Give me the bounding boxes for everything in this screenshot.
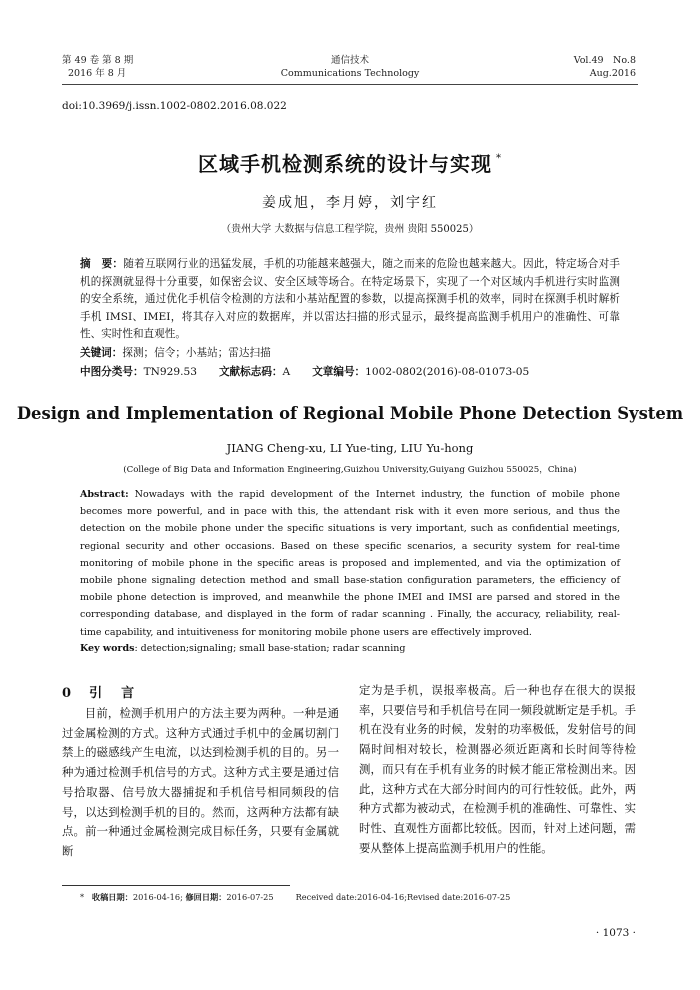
article-no-value: 1002-0802(2016)-08-01073-05	[365, 366, 530, 378]
title-cn-text: 区域手机检测系统的设计与实现	[198, 152, 492, 176]
section-heading	[62, 682, 137, 701]
received-label: 收稿日期：	[91, 892, 133, 902]
body-paragraph-continued: 定为是手机，误报率极高。后一种也存在很大的误报率，只要信号和手机信号在同一频段就断定是手机。手机在没有业务的时候，发射的功率极低，发射信号的间隔时间相对较长，检测器必须近距离和长时间等待检测，而只有在手机有业务的时候才能正常检测出来。因此，这种方式在大部分时间内的可行性较低。此外，两种方式都为被动式，在检测手机的准确性、可靠性、实时性、直观性方面都比较低。因而，针对上述问题，需要从整体上提高监测手机用户的性能。	[359, 683, 636, 855]
authors-en: JIANG Cheng-xu, LI Yue-ting, LIU Yu-hong	[226, 441, 474, 455]
abstract-cn-text: 随着互联网行业的迅猛发展，手机的功能越来越强大，随之而来的危险也越来越大。因此，特定场合对手机的探测就显得十分重要，如保密会议、安全区域等场合。在特定场景下，实现了一个对区域内手机进行实时监测的安全系统，通过优化手机信令检测的方法和小基站配置的参数，以提高探测手机的效率，同时在探测手机时解析手机 IMSI、IMEI，将其存入对应的数据库，并以雷达扫描的形式显示，最终提高监测手机用户的准确性、可靠性、实时性和直观性。	[80, 258, 620, 341]
keywords-cn	[80, 345, 620, 361]
abstract-cn	[80, 256, 620, 344]
affiliation-en: (College of Big Data and Information Engineering,Guizhou University,Guiyang Guizhou 550025，China)	[123, 465, 577, 475]
abstract-en	[80, 486, 620, 641]
header-journal-cn: 通信技术	[330, 55, 369, 66]
header-vol-no: Vol.49 No.8	[573, 55, 636, 66]
header-volume-issue: 第 49 卷 第 8 期	[62, 55, 134, 66]
page-number: · 1073 ·	[595, 927, 636, 939]
affiliation-cn: （贵州大学 大数据与信息工程学院，贵州 贵阳 550025）	[221, 224, 479, 235]
footnote-divider	[62, 885, 290, 886]
keywords-cn-text: 探测；信令；小基站；雷达扫描	[122, 347, 271, 359]
header-date-cn: 2016 年 8 月	[68, 68, 127, 79]
footnote-dates-en: Received date:2016-04-16;Revised date:2016-07-25	[295, 892, 511, 902]
body-column-left	[62, 704, 339, 862]
footnote-mark: *	[80, 892, 85, 902]
abstract-cn-label: 摘 要：	[80, 258, 124, 270]
received-date: 2016-04-16;	[132, 892, 186, 902]
page-title-cn	[0, 148, 700, 177]
section-title: 引 言	[89, 686, 138, 701]
doc-code-value: A	[282, 366, 291, 378]
article-no-label: 文章编号：	[312, 366, 366, 378]
doc-code-label: 文献标志码：	[218, 366, 283, 378]
classification-line	[80, 364, 640, 380]
keywords-en	[80, 640, 620, 657]
header-date-en: Aug.2016	[589, 68, 636, 79]
body-column-right	[359, 681, 636, 858]
abstract-en-text: Nowadays with the rapid development of the Internet industry, the function of mobile phone becomes more powerful, and in pace with this, the attendant risk with it even more serious, and thus the detection on the mobile phone under the specific situations is very important, such as confidential meetings, regional security and other occasions. Based on these specific scenarios, a security system for real-time monitoring of mobile phone in the specific areas is proposed and implemented, and via the optimization of mobile phone signaling detection method and small base-station configuration parameters, the efficiency of mobile phone detection is improved, and meanwhile the phone IMEI and IMSI are parsed and stored in the corresponding database, and displayed in the form of radar scanning . Finally, the accuracy, reliability, real-time capability, and intuitiveness for monitoring mobile phone users are effectively improved.	[80, 489, 620, 638]
revised-date: 2016-07-25	[226, 892, 274, 902]
revised-label: 修回日期：	[185, 892, 227, 902]
title-footnote-mark: *	[496, 153, 502, 164]
body-paragraph: 目前，检测手机用户的方法主要为两种。一种是通过金属检测的方式。这种方式通过手机中的金属切割门禁上的磁感线产生电流，以达到检测手机的目的。另一种为通过检测手机信号的方式。这种方式主要是通过信号拾取器、信号放大器捕捉和手机信号相同频段的信号，以达到检测手机的目的。然而，这两种方法都有缺点。前一种通过金属检测完成目标任务，只要有金属就断	[62, 706, 339, 858]
header-journal-en: Communications Technology	[280, 68, 420, 79]
keywords-en-text: : detection;signaling; small base-station; radar scanning	[134, 643, 406, 654]
authors-cn: 姜成旭，李月婷，刘宇红	[262, 195, 438, 211]
section-number: 0	[62, 686, 75, 701]
header-volume-en	[574, 54, 636, 80]
doi[interactable]: doi:10.3969/j.issn.1002-0802.2016.08.022	[62, 100, 287, 112]
keywords-cn-label: 关键词：	[80, 347, 123, 359]
clc-label: 中图分类号：	[80, 366, 144, 378]
header-divider	[62, 84, 638, 85]
footnote	[80, 892, 510, 903]
keywords-en-label: Key words	[80, 643, 135, 654]
page-title-en: Design and Implementation of Regional Mobile Phone Detection System	[16, 404, 684, 423]
clc-value: TN929.53	[143, 366, 197, 378]
abstract-en-label: Abstract:	[80, 489, 129, 500]
